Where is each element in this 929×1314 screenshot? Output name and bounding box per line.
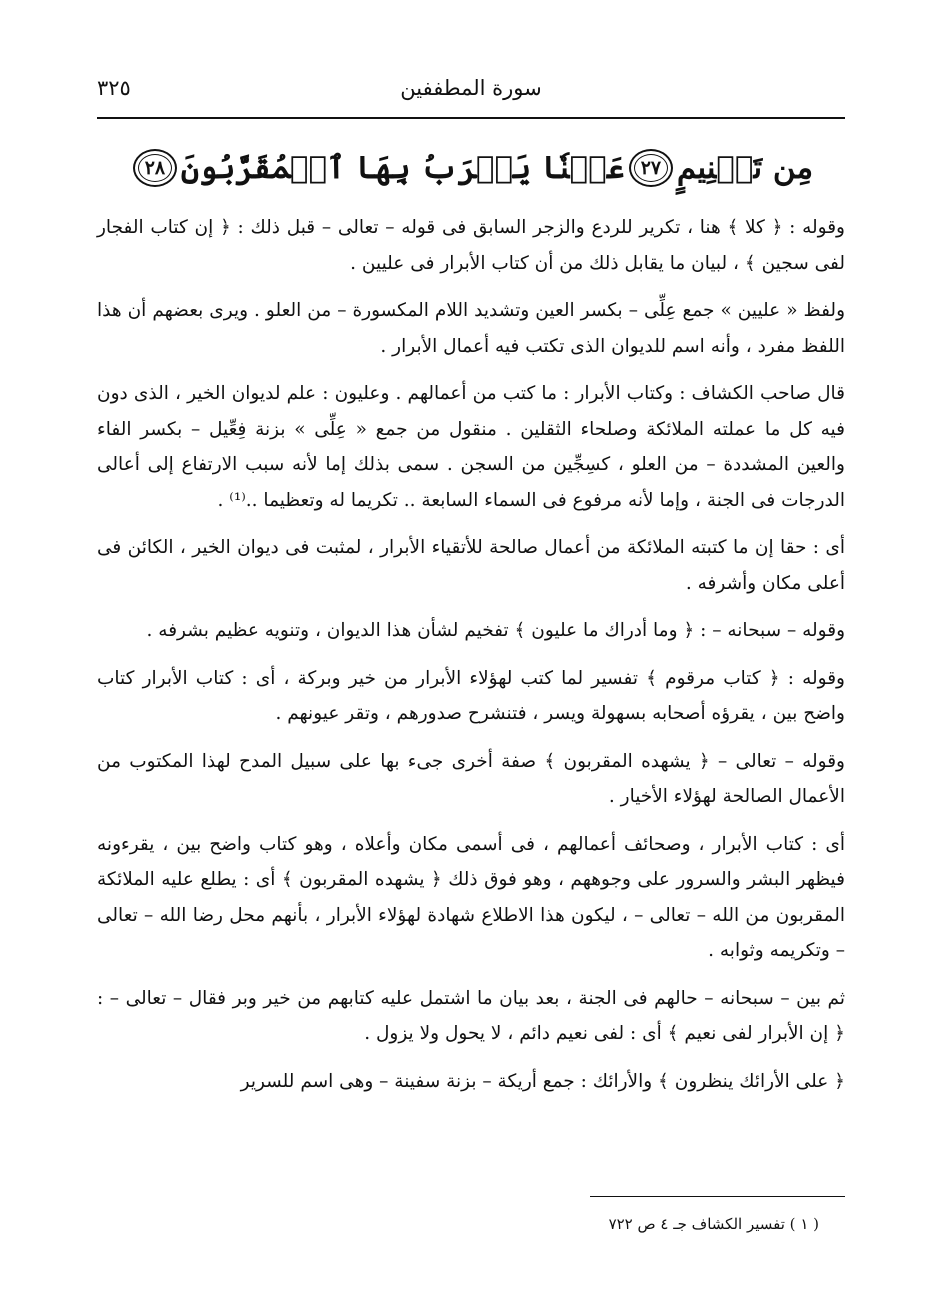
header-divider (97, 117, 845, 119)
quran-verse (97, 140, 845, 196)
ayah-number: ٢٧ (640, 157, 662, 179)
footnote-divider (590, 1196, 845, 1197)
verse-text-1: مِن تَسۡنِيمٍ (676, 150, 814, 186)
commentary-body (97, 210, 845, 1111)
paragraph: قال صاحب الكشاف : وكتاب الأبرار : ما كتب من أعمالهم . وعليون : علم لديوان الخير ، الذى دون فيه كل ما عملته الملائكة وصلحاء الثقلين . منقول من جمع « عِلِّى » بزنة فِعِّيل – بكسر الفاء والعين المشددة – من العلو ، كسِجِّين من السجن . سمى بذلك إما لأنه سبب الارتفاع إلى أعالى الدرجات فى الجنة ، وإما لأنه مرفوع فى السماء السابعة .. تكريما له وتعظيما ..⁽¹⁾ . (97, 383, 845, 511)
paragraph: وقوله : ﴿ كتاب مرقوم ﴾ تفسير لما كتب لهؤلاء الأبرار من خير وبركة ، أى : كتاب الأبرار كتاب واضح بين ، يقرؤه أصحابه بسهولة ويسر ، فتنشرح صدورهم ، وتقر عيونهم . (97, 667, 845, 724)
paragraph: وقوله : ﴿ كلا ﴾ هنا ، تكرير للردع والزجر السابق فى قوله – تعالى – قبل ذلك : ﴿ إن كتاب الفجار لفى سجين ﴾ ، لبيان ما يقابل ذلك من أن كتاب الأبرار فى عليين . (97, 217, 845, 274)
verse-text-2: عَيۡنٗا يَشۡرَبُ بِهَا ٱلۡمُقَرَّبُونَ (180, 150, 625, 186)
ayah-number-marker (133, 149, 177, 187)
footnote: ( ١ ) تفسير الكشاف جـ ٤ ص ٧٢٢ (608, 1215, 819, 1233)
paragraph: أى : حقا إن ما كتبته الملائكة من أعمال صالحة للأتقياء الأبرار ، لمثبت فى ديوان الخير ، الكائن فى أعلى مكان وأشرفه . (97, 537, 845, 594)
paragraph: وقوله – سبحانه – : ﴿ وما أدراك ما عليون ﴾ تفخيم لشأن هذا الديوان ، وتنويه عظيم بشرفه . (146, 620, 845, 641)
paragraph: أى : كتاب الأبرار ، وصحائف أعمالهم ، فى أسمى مكان وأعلاه ، وهو كتاب واضح بين ، يقرءونه فيظهر البشر والسرور على وجوههم ، وهو فوق ذلك ﴿ يشهده المقربون ﴾ أى : يطلع عليه الملائكة المقربون من الله – تعالى – ، ليكون هذا الاطلاع شهادة لهؤلاء الأبرار ، بأنهم محل رضا الله – تعالى – وتكريمه وثوابه . (97, 833, 845, 961)
ayah-number: ٢٨ (144, 157, 166, 179)
paragraph: ولفظ « عليين » جمع عِلِّى – بكسر العين وتشديد اللام المكسورة – من العلو . ويرى بعضهم أن هذا اللفظ مفرد ، وأنه اسم للديوان الذى تكتب فيه أعمال الأبرار . (97, 300, 845, 357)
page-header (97, 70, 845, 110)
ayah-number-marker (629, 149, 673, 187)
paragraph: ﴿ على الأرائك ينظرون ﴾ والأرائك : جمع أريكة – بزنة سفينة – وهى اسم للسرير (240, 1070, 845, 1092)
page-number: ٣٢٥ (97, 76, 131, 100)
paragraph: وقوله – تعالى – ﴿ يشهده المقربون ﴾ صفة أخرى جىء بها على سبيل المدح لهذا المكتوب من الأعمال الصالحة لهؤلاء الأخيار . (97, 750, 845, 807)
surah-title: سورة المطففين (400, 76, 542, 100)
paragraph: ثم بين – سبحانه – حالهم فى الجنة ، بعد بيان ما اشتمل عليه كتابهم من خير وبر فقال – تعالى – : ﴿ إن الأبرار لفى نعيم ﴾ أى : لفى نعيم دائم ، لا يحول ولا يزول . (97, 987, 845, 1044)
